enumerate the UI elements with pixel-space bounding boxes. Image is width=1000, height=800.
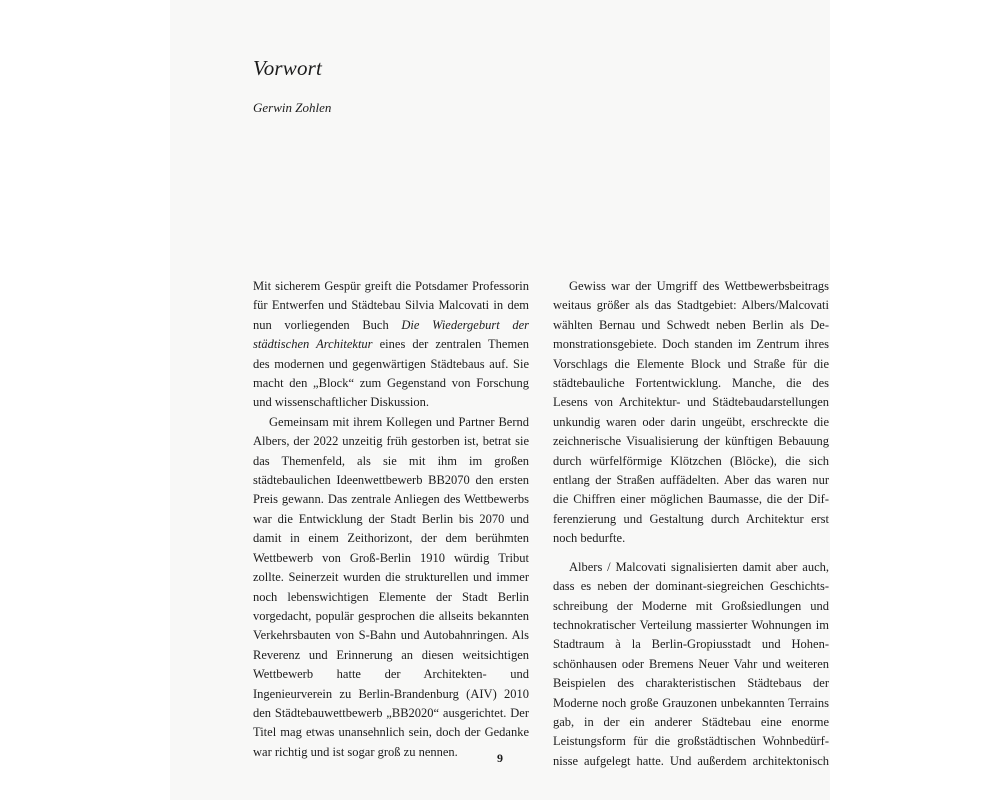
paragraph: Gemeinsam mit ihrem Kollegen und Partner Bernd Albers, der 2022 unzeitig früh gestorben ist, betrat sie das Themenfeld, als sie mit ihm im großen städtebaulichen Ideenwettbewerb BB2070 den ersten Preis gewann. Das zentrale Anliegen des Wettbewerbs war die Entwicklung der Stadt Berlin bis 2070 und damit in einem Zeithorizont, der dem berühmten Wettbewerb von Groß-Berlin 1910 würdig Tribut zollte. Seinerzeit wurden die strukturellen und immer noch lebenswichtigen Elemente der Stadt Berlin vorgedacht, populär gesprochen die allseits bekannten Verkehrsbauten von S-Bahn und Autobahnringen. Als Reverenz und Erinnerung an diesen weitsichtigen Wettbewerb hatte der Architekten- und Ingenieurverein zu Berlin-Brandenburg (AIV) 2010 den Städtebauwettbewerb „BB2020“ ausgerichtet. Der Titel mag etwas unansehnlich sein, doch der Gedanke war richtig und ist sogar groß zu nennen. bbox=[253, 414, 529, 759]
book-title: Die Wiedergeburt der städtischen Architektur bbox=[253, 317, 530, 352]
chapter-author: Gerwin Zohlen bbox=[253, 100, 332, 115]
paragraph: Albers / Malcovati signalisierten damit aber auch, dass es neben der dominant-siegreichen Geschichtsschreibung der Moderne mit Großsiedlungen und technokratischer Verteilung massierter Wohnungen im Stadtraum à la Berlin-Gropiusstadt und Hohenschönhausen oder Bremens Neuer Vahr und weiteren Beispielen des charakteristischen Städtebaus der Moderne noch große Grauzonen unbekannten Terrains gab, in der ein anderer Städtebau eine enorme Leistungsform für die großstädtischen Wohnbedürfnisse aufgelegt hatte. Und außerdem architektonisch bbox=[553, 559, 829, 768]
paragraph-text: Mit sicherem Gespür greift die Potsdamer Professorin für Entwerfen und Städtebau Silvia Malcovati in dem nun vorliegenden Buch bbox=[253, 279, 529, 332]
left-text-column bbox=[253, 277, 529, 762]
chapter-title: Vorwort bbox=[253, 56, 323, 80]
paragraph bbox=[253, 277, 529, 413]
right-text-column bbox=[553, 277, 829, 771]
paragraph-text: eines der zentralen Themen des modernen und gegenwärtigen Städtebaus auf. Sie macht den „Block“ zum Gegenstand von Forschung und wissenschaftlicher Diskussion. bbox=[253, 337, 529, 410]
page-number: 9 bbox=[497, 751, 503, 765]
paragraph: Gewiss war der Umgriff des Wettbewerbsbeitrags weitaus größer als das Stadtgebiet: Albers/Malcovati wählten Bernau und Schwedt neben Berlin als Demonstrationsgebiete. Doch standen im Zentrum ihres Vorschlags die Elemente Block und Straße für die städtebauliche Fortentwicklung. Manche, die des Lesens von Architektur- und Städtebaudarstellungen unkundig waren oder darin ungeübt, erschreckte die zeichnerische Visualisierung der künftigen Bebauung durch würfelförmige Klötzchen (Blöcke), die sich entlang der Straßen auffädelten. Aber das waren nur die Chiffren einer möglichen Baumasse, die der Differenzierung und Gestaltung durch Architektur erst noch bedurfte. bbox=[553, 279, 829, 546]
